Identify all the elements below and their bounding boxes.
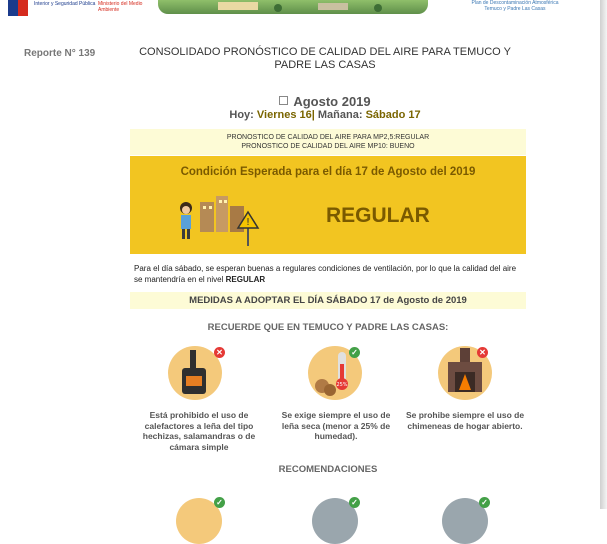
today-value: Viernes 16|	[256, 109, 315, 121]
tomorrow-label: Mañana:	[317, 109, 363, 121]
forecast-paragraph	[134, 263, 524, 285]
day-line	[130, 109, 520, 121]
remember-heading: RECUERDE QUE EN TEMUCO Y PADRE LAS CASAS:	[207, 322, 449, 333]
prohibited-icon: ✕	[477, 347, 488, 358]
government-logo	[8, 0, 148, 16]
gov-right-text: Ministerio del Medio Ambiente	[98, 1, 143, 13]
program-logo-text: Plan de Descontaminación Atmosférica Temuco y Padre Las Casas	[471, 0, 559, 12]
check-icon: ✓	[479, 497, 490, 508]
page-title: CONSOLIDADO PRONÓSTICO DE CALIDAD DEL AIRE PARA TEMUCO Y PADRE LAS CASAS	[139, 46, 511, 71]
rule-caption-fireplace: Se prohibe siempre el uso de chimeneas de hogar abierto.	[405, 410, 525, 431]
paragraph-level: REGULAR	[225, 275, 266, 284]
gov-left-text: Interior y Seguridad Pública	[34, 1, 96, 7]
prohibited-icon: ✕	[214, 347, 225, 358]
tomorrow-value: Sábado 17	[365, 109, 421, 121]
measures-banner: MEDIDAS A ADOPTAR EL DÍA SÁBADO 17 de Agosto de 2019	[130, 292, 526, 309]
program-logo	[470, 0, 560, 18]
forecast-mp25: PRONOSTICO DE CALIDAD DEL AIRE PARA MP2,5:REGULAR	[226, 134, 430, 141]
condition-title: Condición Esperada para el día 17 de Agosto del 2019	[180, 166, 476, 178]
forecast-box	[130, 129, 526, 155]
condition-panel	[130, 156, 526, 254]
forecast-mp10: PRONOSTICO DE CALIDAD DEL AIRE MP10: BUENO	[241, 143, 415, 150]
calendar-icon	[279, 96, 288, 105]
header-banner-image	[158, 0, 428, 14]
month-heading	[130, 94, 520, 109]
rule-caption-dry-wood: Se exige siempre el uso de leña seca (menor a 25% de humedad).	[281, 410, 391, 441]
city-scene-illustration	[170, 188, 270, 248]
page-shadow	[600, 0, 607, 509]
month-label: Agosto 2019	[293, 94, 371, 109]
check-icon: ✓	[349, 347, 360, 358]
rule-caption-stove: Está prohibido el uso de calefactores a leña del tipo hechizas, salamandras o de cámara simple	[142, 410, 256, 452]
check-icon: ✓	[214, 497, 225, 508]
paragraph-text: Para el día sábado, se esperan buenas a regulares condiciones de ventilación, por lo que la calidad del aire se mantendría en el nivel	[134, 264, 517, 284]
today-label: Hoy:	[229, 109, 254, 121]
thermometer-label: 25%	[336, 382, 348, 388]
check-icon: ✓	[349, 497, 360, 508]
svg-text:!: !	[245, 217, 251, 228]
report-number: Reporte N° 139	[24, 48, 96, 59]
recommendations-heading: RECOMENDACIONES	[278, 464, 378, 475]
condition-level: REGULAR	[326, 204, 430, 227]
